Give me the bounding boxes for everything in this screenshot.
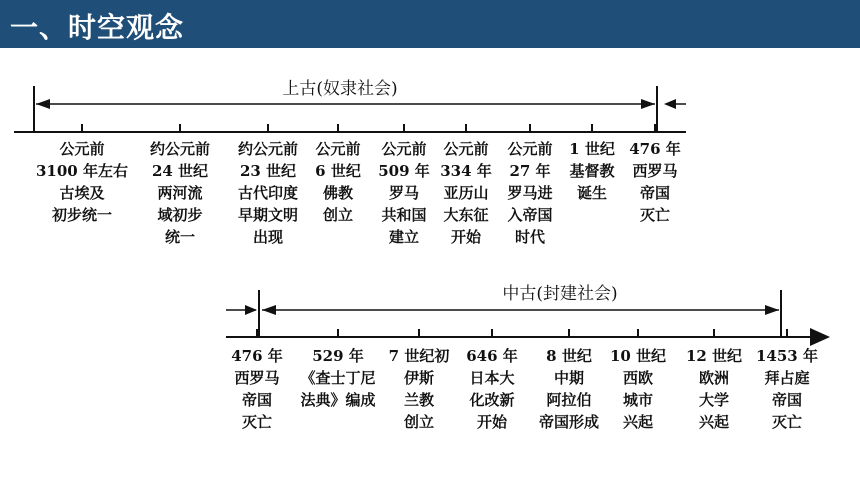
timeline-event-label: [36, 140, 128, 224]
event-label-line: 帝国: [241, 391, 273, 409]
event-label-line: 统一: [164, 228, 196, 246]
event-label-line: 罗马进: [507, 184, 553, 202]
event-label-line: 西罗马: [632, 162, 678, 180]
event-label-line: 24 世纪: [151, 162, 209, 180]
event-label-line: 佛教: [322, 184, 354, 202]
event-label-line: 创立: [322, 206, 354, 224]
timeline-ancient: [14, 76, 686, 246]
event-label-line: 开始: [450, 228, 482, 246]
event-label-line: 大学: [698, 391, 730, 409]
axis-arrowhead: [810, 328, 830, 346]
event-label-line: 化改新: [469, 391, 515, 409]
event-label-line: 域初步: [157, 206, 203, 224]
event-label-line: 帝国: [771, 391, 803, 409]
event-label-line: 兴起: [698, 413, 730, 431]
event-label-line: 伊斯: [403, 369, 435, 387]
event-label-line: 出现: [252, 228, 284, 246]
event-label-line: 476 年: [629, 140, 681, 158]
timeline-event-label: [610, 347, 666, 431]
event-label-line: 灭亡: [241, 413, 273, 431]
event-label-line: 约公元前: [237, 140, 299, 158]
event-label-line: 两河流: [157, 184, 203, 202]
event-label-line: 兴起: [622, 413, 654, 431]
prev-era-arrowhead: [245, 305, 257, 315]
event-label-line: 初步统一: [51, 206, 113, 224]
event-label-line: 6 世纪: [315, 162, 361, 180]
event-label-line: 帝国: [639, 184, 671, 202]
timeline-event-label: [378, 140, 430, 246]
event-label-line: 开始: [476, 413, 508, 431]
event-label-line: 日本大: [469, 369, 515, 387]
timeline-event-label: [569, 140, 615, 202]
timeline-event-label: [238, 140, 298, 246]
event-label-line: 509 年: [378, 162, 430, 180]
event-label-line: 27 年: [509, 162, 551, 180]
event-label-line: 公元前: [381, 140, 427, 158]
timeline-event-label: [686, 347, 742, 431]
event-label-line: 约公元前: [149, 140, 211, 158]
timeline-event-label: [466, 347, 518, 431]
event-label-line: 7 世纪初: [388, 347, 450, 365]
event-label-line: 兰教: [403, 391, 435, 409]
era-arrowhead-left: [262, 305, 276, 315]
event-label-line: 1 世纪: [569, 140, 615, 158]
event-label-line: 529 年: [312, 347, 364, 365]
era-label-medieval: 中古(封建社会): [502, 284, 618, 304]
event-label-line: 共和国: [381, 206, 427, 224]
era-label-ancient: 上古(奴隶社会): [282, 79, 398, 99]
event-label-line: 诞生: [576, 184, 608, 202]
event-label-line: 拜占庭: [764, 369, 810, 387]
event-label-line: 公元前: [59, 140, 105, 158]
event-label-line: 大东征: [443, 206, 489, 224]
timeline-event-label: [440, 140, 492, 246]
next-era-arrowhead: [664, 99, 676, 109]
timeline-event-label: [150, 140, 210, 246]
event-label-line: 建立: [388, 228, 420, 246]
event-label-line: 早期文明: [237, 206, 299, 224]
event-label-line: 时代: [514, 228, 546, 246]
event-label-line: 23 世纪: [239, 162, 297, 180]
event-label-line: 1453 年: [756, 347, 818, 365]
timeline-event-label: [300, 347, 375, 409]
event-label-line: 基督教: [569, 162, 615, 180]
event-label-line: 3100 年左右: [36, 162, 128, 180]
event-label-line: 法典》编成: [300, 391, 376, 409]
timeline-event-label: [507, 140, 552, 246]
event-label-line: 公元前: [315, 140, 361, 158]
event-label-line: 西欧: [622, 369, 654, 387]
event-label-line: 中期: [553, 369, 585, 387]
event-label-line: 欧洲: [698, 369, 730, 387]
event-label-line: 入帝国: [507, 206, 553, 224]
event-label-line: 罗马: [388, 184, 420, 202]
event-label-line: 西罗马: [234, 369, 280, 387]
timeline-event-label: [756, 347, 818, 431]
timeline-event-label: [389, 347, 450, 431]
event-label-line: 公元前: [443, 140, 489, 158]
timeline-event-label: [539, 347, 599, 431]
event-label-line: 12 世纪: [685, 347, 743, 365]
event-label-line: 灭亡: [771, 413, 803, 431]
event-label-line: 公元前: [507, 140, 553, 158]
event-label-line: 10 世纪: [609, 347, 667, 365]
timeline-medieval: [226, 280, 830, 431]
event-label-line: 古埃及: [59, 184, 105, 202]
event-label-line: 城市: [622, 391, 654, 409]
event-label-line: 亚历山: [443, 184, 489, 202]
event-label-line: 帝国形成: [538, 413, 600, 431]
event-label-line: 《查士丁尼: [300, 369, 376, 387]
event-label-line: 阿拉伯: [546, 391, 592, 409]
timeline-event-label: [629, 140, 681, 224]
event-label-line: 古代印度: [237, 184, 299, 202]
timeline-event-label: [315, 140, 361, 224]
page-title: 一、时空观念: [10, 11, 185, 44]
header-bar: [0, 0, 860, 48]
event-label-line: 476 年: [231, 347, 283, 365]
era-arrowhead-left: [36, 99, 50, 109]
event-label-line: 334 年: [440, 162, 492, 180]
era-arrowhead-right: [641, 99, 655, 109]
timeline-diagram: [0, 48, 860, 484]
event-label-line: 创立: [403, 413, 435, 431]
event-label-line: 8 世纪: [546, 347, 592, 365]
era-arrowhead-right: [765, 305, 779, 315]
event-label-line: 646 年: [466, 347, 518, 365]
event-label-line: 灭亡: [639, 206, 671, 224]
timeline-event-label: [231, 347, 283, 431]
